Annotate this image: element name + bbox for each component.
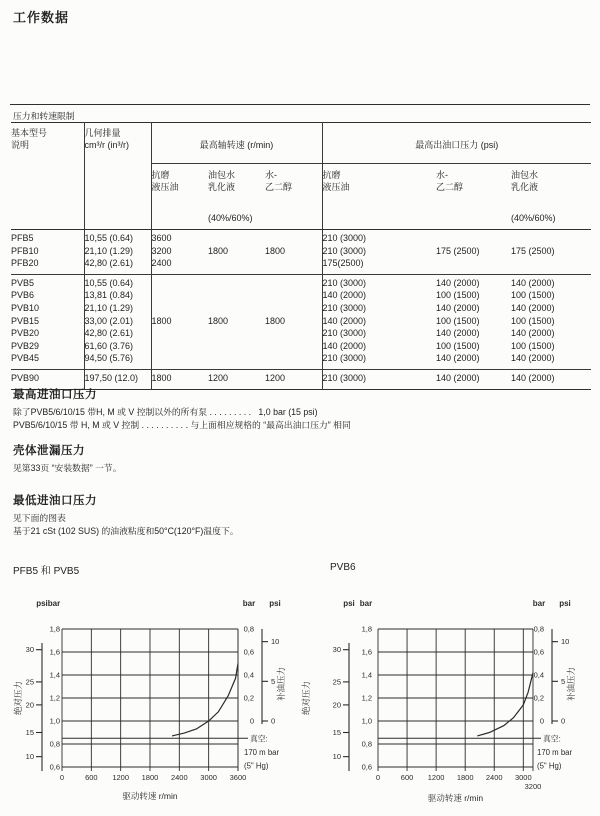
section-line: 除了PVB5/6/10/15 带H, M 或 V 控制以外的所有泵 . . . . . . . . . 1,0 bar (15 psi) [13, 407, 318, 417]
svg-text:10: 10 [25, 752, 34, 762]
value-cell [265, 327, 322, 340]
section-line: 见第33页 “安装数据” 一节。 [13, 463, 122, 473]
value-cell: 100 (1500) [511, 290, 555, 301]
svg-text:25: 25 [332, 677, 341, 687]
value-cell: 1800 [151, 369, 208, 389]
value-cell: 140 (2000) [436, 369, 511, 389]
value-cell [151, 274, 208, 289]
value-cell: 140 (2000) [322, 340, 367, 351]
section-line: 基于21 cSt (102 SUS) 的油液粘度和50°C(120°F)温度下。 [13, 525, 239, 536]
value-cell: 140 (2000) [436, 274, 511, 289]
value-cell [265, 340, 322, 353]
header-speed-invert-emulsion: 油包水 乳化液 [208, 170, 236, 192]
value-cell: 210 (3000) [322, 369, 436, 389]
svg-text:30: 30 [25, 645, 34, 655]
section-line: 见下面的图表 [13, 513, 66, 523]
header-pressure-water-glycol: 水- 乙二醇 [436, 170, 464, 192]
value-cell [151, 352, 208, 369]
svg-text:1,2: 1,2 [361, 693, 372, 703]
value-cell: 210 (3000) [322, 328, 367, 339]
model-cell: PVB20 [11, 327, 84, 340]
svg-text:0,2: 0,2 [243, 693, 254, 703]
svg-text:170 m bar: 170 m bar [537, 747, 573, 757]
table-row [11, 245, 591, 258]
value-cell: 140 (2000) [511, 369, 591, 389]
value-cell: 21,10 (1.29) [84, 302, 151, 315]
table-row [11, 315, 591, 328]
svg-text:1,2: 1,2 [49, 693, 60, 703]
value-cell: 100 (1500) [511, 315, 555, 326]
value-cell [511, 257, 591, 274]
value-cell [151, 327, 208, 340]
svg-text:psi: psi [559, 599, 571, 608]
value-cell: 42,80 (2.61) [84, 257, 151, 274]
value-cell [436, 257, 511, 274]
value-cell: 140 (2000) [322, 315, 367, 326]
value-cell [151, 289, 208, 302]
svg-text:补油压力: 补油压力 [566, 666, 576, 702]
page-title: 工作数据 [13, 10, 70, 25]
value-cell: 1200 [265, 369, 322, 389]
header-speed-water-glycol: 水- 乙二醇 [265, 164, 322, 213]
header-pressure-antiwear: 抗磨 液压油 [322, 170, 350, 192]
value-cell: 210 (3000) [322, 353, 367, 364]
svg-text:10: 10 [561, 637, 570, 647]
value-cell: 1800 [265, 245, 322, 258]
value-cell: 1800 [265, 315, 322, 328]
table-row [11, 230, 591, 245]
svg-text:25: 25 [25, 677, 34, 687]
svg-text:0: 0 [249, 716, 254, 726]
value-cell: 1800 [208, 315, 229, 326]
svg-text:0: 0 [271, 716, 276, 726]
svg-text:20: 20 [332, 700, 341, 710]
table-row [11, 289, 591, 302]
table-row [11, 327, 591, 340]
svg-text:10: 10 [271, 637, 280, 647]
section-case-drain-pressure [13, 442, 588, 475]
value-cell: 1800 [208, 245, 229, 256]
svg-text:1,6: 1,6 [49, 647, 60, 657]
value-cell: 140 (2000) [511, 353, 555, 364]
pct-note-pressure: (40%/60%) [511, 212, 591, 230]
value-cell: 13,81 (0.84) [84, 289, 151, 302]
value-cell: 94,50 (5.76) [84, 352, 151, 369]
header-displacement: 几何排量 cm³/r (in³/r) [84, 123, 151, 230]
svg-text:0,6: 0,6 [361, 762, 372, 772]
svg-text:0,6: 0,6 [533, 647, 544, 657]
value-cell [151, 302, 208, 315]
min-inlet-pressure-chart-pfb5-pvb5 [10, 588, 300, 814]
svg-text:bar: bar [532, 599, 546, 608]
svg-text:psi: psi [36, 599, 48, 608]
svg-text:3000: 3000 [514, 773, 532, 782]
value-cell: 210 (3000) [322, 245, 367, 256]
svg-text:0: 0 [561, 716, 566, 726]
svg-text:10: 10 [332, 752, 341, 762]
value-cell [265, 302, 322, 315]
svg-text:30: 30 [332, 645, 341, 655]
value-cell: 3200 [151, 245, 172, 256]
value-cell: 10,55 (0.64) [84, 274, 151, 289]
value-cell: 175 (2500) [511, 245, 555, 256]
model-cell: PVB10 [11, 302, 84, 315]
svg-text:1,0: 1,0 [361, 716, 372, 726]
svg-text:15: 15 [25, 728, 34, 737]
svg-text:0,8: 0,8 [243, 624, 254, 634]
svg-text:0: 0 [375, 773, 381, 782]
svg-text:0,8: 0,8 [49, 739, 60, 749]
svg-text:补油压力: 补油压力 [276, 666, 286, 702]
svg-text:170 m bar: 170 m bar [244, 747, 280, 757]
value-cell: 42,80 (2.61) [84, 327, 151, 340]
table-row [11, 302, 591, 315]
svg-text:3000: 3000 [200, 773, 217, 782]
svg-text:0,2: 0,2 [533, 693, 544, 703]
value-cell: 100 (1500) [436, 315, 480, 326]
svg-text:绝对压力: 绝对压力 [13, 680, 23, 716]
svg-text:1,0: 1,0 [49, 716, 60, 726]
chart-title-pfb5-pvb5: PFB5 和 PVB5 [13, 566, 80, 577]
svg-text:3200: 3200 [524, 782, 542, 791]
value-cell [265, 289, 322, 302]
value-cell [208, 230, 265, 245]
svg-text:1,8: 1,8 [49, 624, 60, 634]
svg-text:20: 20 [25, 700, 34, 710]
value-cell [208, 274, 265, 289]
value-cell: 1800 [151, 315, 172, 326]
value-cell: 140 (2000) [322, 290, 367, 301]
svg-text:驱动转速 r/min: 驱动转速 r/min [122, 791, 178, 801]
header-model: 基本型号 说明 [11, 123, 84, 230]
value-cell [265, 274, 322, 289]
min-inlet-pressure-chart-pvb6 [297, 588, 587, 814]
value-cell: 100 (1500) [511, 340, 555, 351]
svg-text:3600: 3600 [229, 773, 247, 782]
section-max-inlet-pressure [13, 386, 588, 431]
value-cell: 1200 [208, 369, 265, 389]
section-heading: 壳体泄漏压力 [13, 445, 85, 457]
section-min-inlet-pressure [13, 492, 588, 537]
section-heading: 最低进油口压力 [13, 495, 97, 507]
svg-text:真空:: 真空: [543, 734, 561, 744]
svg-text:1,4: 1,4 [49, 670, 60, 680]
value-cell: 10,55 (0.64) [84, 230, 151, 245]
value-cell: 100 (1500) [436, 340, 480, 351]
value-cell: 61,60 (3.76) [84, 340, 151, 353]
svg-text:1200: 1200 [427, 773, 445, 782]
value-cell [265, 257, 322, 274]
svg-text:1,8: 1,8 [361, 624, 372, 634]
value-cell: 140 (2000) [511, 274, 591, 289]
divider-rule [10, 104, 590, 105]
svg-text:1800: 1800 [456, 773, 474, 782]
value-cell: 140 (2000) [511, 302, 555, 313]
value-cell [265, 230, 322, 245]
value-cell: 210 (3000) [322, 233, 367, 243]
model-cell: PFB5 [11, 230, 84, 245]
value-cell [208, 289, 265, 302]
model-cell: PVB90 [11, 369, 84, 389]
svg-text:(5" Hg): (5" Hg) [537, 761, 562, 771]
model-cell: PVB15 [11, 315, 84, 328]
table-caption: 压力和转速限制 [13, 111, 75, 121]
value-cell [208, 352, 265, 369]
table-row [11, 274, 591, 289]
chart-title-pvb6: PVB6 [330, 562, 356, 573]
section-heading: 最高进油口压力 [13, 389, 97, 401]
svg-text:驱动转速 r/min: 驱动转速 r/min [427, 793, 484, 803]
svg-text:2400: 2400 [170, 773, 188, 782]
value-cell: 175 (2500) [436, 245, 480, 256]
table-row [11, 257, 591, 274]
value-cell: 197,50 (12.0) [84, 369, 151, 389]
model-cell: PVB29 [11, 340, 84, 353]
value-cell [265, 352, 322, 369]
svg-text:psi: psi [343, 599, 355, 608]
svg-text:1,4: 1,4 [361, 670, 372, 680]
svg-text:bar: bar [47, 599, 61, 608]
svg-text:600: 600 [85, 773, 98, 782]
svg-text:0,6: 0,6 [49, 762, 60, 772]
value-cell [436, 230, 511, 245]
value-cell: 21,10 (1.29) [84, 245, 151, 258]
svg-text:绝对压力: 绝对压力 [301, 680, 311, 716]
value-cell: 140 (2000) [436, 353, 480, 364]
svg-text:5: 5 [271, 676, 276, 686]
model-cell: PFB20 [11, 257, 84, 274]
svg-text:0: 0 [59, 773, 65, 782]
value-cell [208, 340, 265, 353]
model-cell: PVB6 [11, 289, 84, 302]
svg-text:0,4: 0,4 [243, 670, 254, 680]
value-cell: 33,00 (2.01) [84, 315, 151, 328]
value-cell [511, 230, 591, 245]
value-cell [151, 340, 208, 353]
svg-text:5: 5 [561, 676, 566, 686]
svg-text:2400: 2400 [485, 773, 503, 782]
svg-text:0,6: 0,6 [243, 647, 254, 657]
table-row [11, 352, 591, 369]
value-cell: 2400 [151, 258, 172, 269]
value-cell: 140 (2000) [511, 328, 555, 339]
section-line: PVB5/6/10/15 带 H, M 或 V 控制 . . . . . . . . . . 与上面相应规格的 “最高出油口压力” 相同 [13, 419, 351, 430]
svg-text:1,6: 1,6 [361, 647, 372, 657]
model-cell: PVB45 [11, 352, 84, 369]
value-cell [208, 302, 265, 315]
value-cell: 140 (2000) [436, 328, 480, 339]
model-cell: PFB10 [11, 245, 84, 258]
value-cell: 210 (3000) [322, 302, 367, 313]
value-cell: 100 (1500) [436, 290, 480, 301]
svg-text:600: 600 [400, 773, 414, 782]
svg-text:0,4: 0,4 [533, 670, 544, 680]
svg-text:真空:: 真空: [250, 734, 268, 744]
svg-text:bar: bar [359, 599, 373, 608]
svg-text:bar: bar [242, 599, 256, 608]
table-row [11, 340, 591, 353]
svg-text:15: 15 [332, 728, 341, 737]
pressure-speed-table [11, 122, 591, 390]
value-cell: 175(2500) [322, 258, 364, 269]
svg-text:0: 0 [539, 716, 544, 726]
model-cell: PVB5 [11, 274, 84, 289]
value-cell [208, 327, 265, 340]
svg-text:1200: 1200 [112, 773, 130, 782]
svg-text:(5" Hg): (5" Hg) [244, 761, 269, 771]
header-group-max-pressure: 最高出油口压力 (psi) [322, 123, 591, 164]
svg-text:0,8: 0,8 [533, 624, 544, 634]
header-pressure-invert-emulsion: 油包水 乳化液 [511, 170, 539, 192]
header-group-max-speed: 最高轴转速 (r/min) [151, 123, 322, 164]
value-cell [208, 257, 265, 274]
svg-text:0,8: 0,8 [361, 739, 372, 749]
value-cell: 3600 [151, 233, 172, 243]
svg-text:psi: psi [269, 599, 281, 608]
value-cell: 140 (2000) [436, 302, 480, 313]
pct-note-speed: (40%/60%) [208, 212, 265, 230]
svg-text:1800: 1800 [141, 773, 159, 782]
value-cell: 210 (3000) [322, 274, 436, 289]
header-speed-antiwear: 抗磨 液压油 [151, 170, 179, 192]
